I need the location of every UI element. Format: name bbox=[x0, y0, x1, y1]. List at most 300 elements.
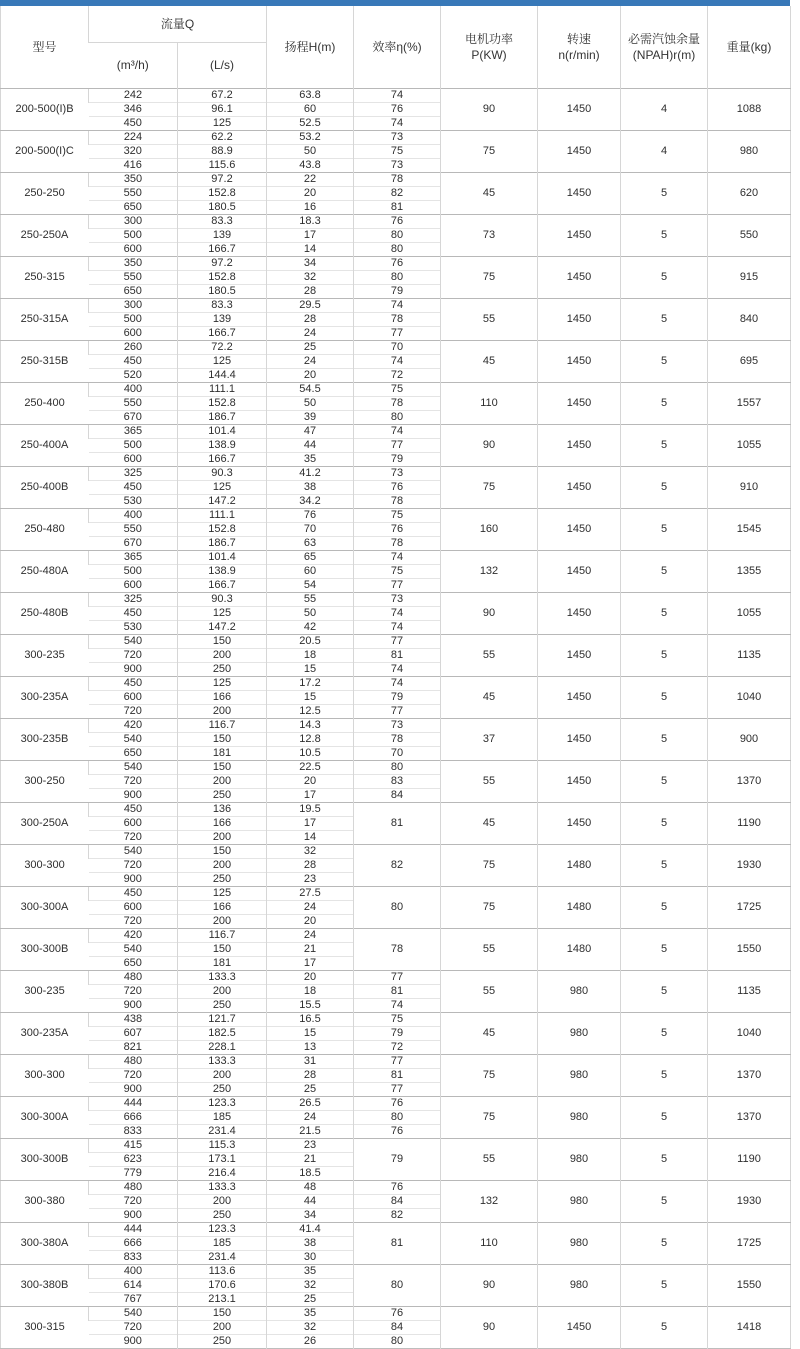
head-cell: 34 bbox=[267, 256, 354, 270]
flow-ls-cell: 123.3 bbox=[178, 1096, 267, 1110]
flow-ls-cell: 166 bbox=[178, 900, 267, 914]
speed-cell: 980 bbox=[538, 970, 621, 1012]
flow-m3h-cell: 670 bbox=[89, 410, 178, 424]
power-cell: 132 bbox=[441, 550, 538, 592]
head-cell: 32 bbox=[267, 1278, 354, 1292]
model-cell: 250-400 bbox=[1, 382, 89, 424]
flow-ls-cell: 152.8 bbox=[178, 186, 267, 200]
head-cell: 50 bbox=[267, 606, 354, 620]
flow-m3h-cell: 346 bbox=[89, 102, 178, 116]
header-flow-m3h: (m³/h) bbox=[116, 58, 149, 72]
flow-m3h-cell: 260 bbox=[89, 340, 178, 354]
efficiency-cell: 74 bbox=[354, 116, 441, 130]
head-cell: 20 bbox=[267, 774, 354, 788]
header-power-line2: P(KW) bbox=[471, 47, 507, 62]
weight-cell: 550 bbox=[708, 214, 791, 256]
model-cell: 250-400B bbox=[1, 466, 89, 508]
efficiency-cell: 80 bbox=[354, 410, 441, 424]
efficiency-cell: 74 bbox=[354, 424, 441, 438]
spec-row bbox=[1, 214, 791, 228]
efficiency-cell: 78 bbox=[354, 732, 441, 746]
efficiency-cell: 82 bbox=[354, 844, 441, 886]
flow-ls-cell: 231.4 bbox=[178, 1250, 267, 1264]
weight-cell: 1370 bbox=[708, 1096, 791, 1138]
head-cell: 15 bbox=[267, 690, 354, 704]
efficiency-cell: 70 bbox=[354, 340, 441, 354]
spec-row bbox=[1, 760, 791, 774]
power-cell: 55 bbox=[441, 634, 538, 676]
table-header bbox=[1, 6, 791, 88]
spec-row bbox=[1, 466, 791, 480]
head-cell: 60 bbox=[267, 102, 354, 116]
head-cell: 23 bbox=[267, 1138, 354, 1152]
flow-m3h-cell: 600 bbox=[89, 242, 178, 256]
flow-m3h-cell: 600 bbox=[89, 578, 178, 592]
flow-m3h-cell: 400 bbox=[89, 382, 178, 396]
flow-m3h-cell: 540 bbox=[89, 760, 178, 774]
header-flow-group: 流量Q bbox=[89, 6, 267, 42]
spec-row bbox=[1, 1012, 791, 1026]
efficiency-cell: 75 bbox=[354, 564, 441, 578]
speed-cell: 1450 bbox=[538, 802, 621, 844]
efficiency-cell: 75 bbox=[354, 1012, 441, 1026]
efficiency-cell: 77 bbox=[354, 1054, 441, 1068]
efficiency-cell: 77 bbox=[354, 704, 441, 718]
efficiency-cell: 80 bbox=[354, 270, 441, 284]
header-npsh-line2: (NPAH)r(m) bbox=[632, 47, 696, 62]
flow-m3h-cell: 779 bbox=[89, 1166, 178, 1180]
flow-ls-cell: 67.2 bbox=[178, 88, 267, 102]
power-cell: 73 bbox=[441, 214, 538, 256]
flow-ls-cell: 136 bbox=[178, 802, 267, 816]
power-cell: 45 bbox=[441, 802, 538, 844]
flow-m3h-cell: 480 bbox=[89, 1180, 178, 1194]
flow-ls-cell: 147.2 bbox=[178, 494, 267, 508]
spec-row bbox=[1, 382, 791, 396]
efficiency-cell: 73 bbox=[354, 592, 441, 606]
flow-ls-cell: 250 bbox=[178, 662, 267, 676]
power-cell: 75 bbox=[441, 256, 538, 298]
flow-m3h-cell: 400 bbox=[89, 1264, 178, 1278]
head-cell: 24 bbox=[267, 354, 354, 368]
flow-m3h-cell: 500 bbox=[89, 438, 178, 452]
efficiency-cell: 78 bbox=[354, 494, 441, 508]
flow-ls-cell: 228.1 bbox=[178, 1040, 267, 1054]
npsh-cell: 5 bbox=[621, 844, 708, 886]
npsh-cell: 5 bbox=[621, 592, 708, 634]
head-cell: 32 bbox=[267, 1320, 354, 1334]
weight-cell: 1725 bbox=[708, 1222, 791, 1264]
flow-m3h-cell: 600 bbox=[89, 690, 178, 704]
model-cell: 300-235 bbox=[1, 970, 89, 1012]
spec-row bbox=[1, 928, 791, 942]
speed-cell: 980 bbox=[538, 1096, 621, 1138]
flow-m3h-cell: 400 bbox=[89, 508, 178, 522]
head-cell: 14 bbox=[267, 830, 354, 844]
head-cell: 38 bbox=[267, 480, 354, 494]
flow-ls-cell: 182.5 bbox=[178, 1026, 267, 1040]
efficiency-cell: 84 bbox=[354, 1320, 441, 1334]
flow-m3h-cell: 540 bbox=[89, 634, 178, 648]
efficiency-cell: 80 bbox=[354, 228, 441, 242]
flow-m3h-cell: 600 bbox=[89, 816, 178, 830]
model-cell: 250-400A bbox=[1, 424, 89, 466]
efficiency-cell: 81 bbox=[354, 984, 441, 998]
efficiency-cell: 77 bbox=[354, 438, 441, 452]
head-cell: 17 bbox=[267, 816, 354, 830]
efficiency-cell: 78 bbox=[354, 172, 441, 186]
head-cell: 34 bbox=[267, 1208, 354, 1222]
head-cell: 15 bbox=[267, 1026, 354, 1040]
spec-row bbox=[1, 970, 791, 984]
power-cell: 55 bbox=[441, 760, 538, 802]
speed-cell: 1450 bbox=[538, 214, 621, 256]
spec-row bbox=[1, 88, 791, 102]
flow-m3h-cell: 540 bbox=[89, 942, 178, 956]
flow-m3h-cell: 550 bbox=[89, 186, 178, 200]
flow-ls-cell: 111.1 bbox=[178, 382, 267, 396]
weight-cell: 900 bbox=[708, 718, 791, 760]
flow-m3h-cell: 600 bbox=[89, 900, 178, 914]
flow-ls-cell: 133.3 bbox=[178, 1054, 267, 1068]
head-cell: 43.8 bbox=[267, 158, 354, 172]
speed-cell: 1450 bbox=[538, 130, 621, 172]
flow-ls-cell: 150 bbox=[178, 844, 267, 858]
head-cell: 44 bbox=[267, 438, 354, 452]
speed-cell: 1450 bbox=[538, 256, 621, 298]
power-cell: 110 bbox=[441, 1222, 538, 1264]
npsh-cell: 5 bbox=[621, 424, 708, 466]
npsh-cell: 5 bbox=[621, 1264, 708, 1306]
head-cell: 26.5 bbox=[267, 1096, 354, 1110]
flow-ls-cell: 123.3 bbox=[178, 1222, 267, 1236]
flow-ls-cell: 133.3 bbox=[178, 1180, 267, 1194]
flow-ls-cell: 200 bbox=[178, 1320, 267, 1334]
flow-m3h-cell: 650 bbox=[89, 200, 178, 214]
header-speed bbox=[538, 6, 621, 88]
flow-ls-cell: 125 bbox=[178, 480, 267, 494]
efficiency-cell: 77 bbox=[354, 326, 441, 340]
npsh-cell: 5 bbox=[621, 886, 708, 928]
header-power bbox=[441, 6, 538, 88]
efficiency-cell: 74 bbox=[354, 606, 441, 620]
weight-cell: 1550 bbox=[708, 1264, 791, 1306]
head-cell: 17 bbox=[267, 788, 354, 802]
efficiency-cell: 76 bbox=[354, 1180, 441, 1194]
speed-cell: 980 bbox=[538, 1012, 621, 1054]
efficiency-cell: 81 bbox=[354, 1068, 441, 1082]
efficiency-cell: 78 bbox=[354, 312, 441, 326]
header-head: 扬程H(m) bbox=[267, 6, 354, 88]
weight-cell: 1930 bbox=[708, 844, 791, 886]
efficiency-cell: 77 bbox=[354, 970, 441, 984]
flow-ls-cell: 125 bbox=[178, 676, 267, 690]
flow-ls-cell: 250 bbox=[178, 998, 267, 1012]
model-cell: 250-480A bbox=[1, 550, 89, 592]
flow-m3h-cell: 550 bbox=[89, 522, 178, 536]
head-cell: 42 bbox=[267, 620, 354, 634]
efficiency-cell: 79 bbox=[354, 452, 441, 466]
speed-cell: 1450 bbox=[538, 340, 621, 382]
npsh-cell: 5 bbox=[621, 634, 708, 676]
spec-row bbox=[1, 1138, 791, 1152]
flow-ls-cell: 125 bbox=[178, 886, 267, 900]
flow-ls-cell: 200 bbox=[178, 984, 267, 998]
efficiency-cell: 82 bbox=[354, 1208, 441, 1222]
flow-ls-cell: 115.6 bbox=[178, 158, 267, 172]
efficiency-cell: 73 bbox=[354, 158, 441, 172]
head-cell: 20 bbox=[267, 368, 354, 382]
head-cell: 55 bbox=[267, 592, 354, 606]
power-cell: 55 bbox=[441, 970, 538, 1012]
flow-ls-cell: 139 bbox=[178, 312, 267, 326]
speed-cell: 1450 bbox=[538, 172, 621, 214]
flow-m3h-cell: 720 bbox=[89, 984, 178, 998]
flow-m3h-cell: 550 bbox=[89, 270, 178, 284]
header-speed-line2: n(r/min) bbox=[558, 47, 600, 62]
speed-cell: 1450 bbox=[538, 760, 621, 802]
efficiency-cell: 83 bbox=[354, 774, 441, 788]
spec-row bbox=[1, 1306, 791, 1320]
power-cell: 90 bbox=[441, 592, 538, 634]
flow-m3h-cell: 650 bbox=[89, 956, 178, 970]
head-cell: 12.8 bbox=[267, 732, 354, 746]
head-cell: 41.2 bbox=[267, 466, 354, 480]
head-cell: 76 bbox=[267, 508, 354, 522]
efficiency-cell: 80 bbox=[354, 1110, 441, 1124]
flow-ls-cell: 250 bbox=[178, 788, 267, 802]
model-cell: 250-315A bbox=[1, 298, 89, 340]
spec-row bbox=[1, 1180, 791, 1194]
head-cell: 47 bbox=[267, 424, 354, 438]
model-cell: 300-250 bbox=[1, 760, 89, 802]
efficiency-cell: 74 bbox=[354, 298, 441, 312]
head-cell: 28 bbox=[267, 284, 354, 298]
flow-ls-cell: 116.7 bbox=[178, 928, 267, 942]
spec-row bbox=[1, 886, 791, 900]
flow-ls-cell: 166.7 bbox=[178, 242, 267, 256]
weight-cell: 1040 bbox=[708, 676, 791, 718]
efficiency-cell: 81 bbox=[354, 200, 441, 214]
npsh-cell: 5 bbox=[621, 466, 708, 508]
flow-ls-cell: 200 bbox=[178, 1194, 267, 1208]
head-cell: 34.2 bbox=[267, 494, 354, 508]
flow-m3h-cell: 720 bbox=[89, 1194, 178, 1208]
efficiency-cell: 79 bbox=[354, 1026, 441, 1040]
spec-row bbox=[1, 340, 791, 354]
flow-ls-cell: 152.8 bbox=[178, 396, 267, 410]
speed-cell: 980 bbox=[538, 1054, 621, 1096]
flow-ls-cell: 200 bbox=[178, 914, 267, 928]
model-cell: 300-315 bbox=[1, 1306, 89, 1348]
power-cell: 45 bbox=[441, 172, 538, 214]
flow-ls-cell: 139 bbox=[178, 228, 267, 242]
npsh-cell: 5 bbox=[621, 1222, 708, 1264]
flow-m3h-cell: 900 bbox=[89, 1082, 178, 1096]
efficiency-cell: 70 bbox=[354, 746, 441, 760]
flow-m3h-cell: 900 bbox=[89, 872, 178, 886]
head-cell: 60 bbox=[267, 564, 354, 578]
head-cell: 17.2 bbox=[267, 676, 354, 690]
spec-row bbox=[1, 676, 791, 690]
spec-row bbox=[1, 1264, 791, 1278]
flow-ls-cell: 96.1 bbox=[178, 102, 267, 116]
model-cell: 300-380 bbox=[1, 1180, 89, 1222]
flow-m3h-cell: 900 bbox=[89, 1208, 178, 1222]
flow-ls-cell: 181 bbox=[178, 746, 267, 760]
flow-ls-cell: 166.7 bbox=[178, 578, 267, 592]
flow-m3h-cell: 438 bbox=[89, 1012, 178, 1026]
flow-ls-cell: 125 bbox=[178, 606, 267, 620]
weight-cell: 1557 bbox=[708, 382, 791, 424]
flow-ls-cell: 97.2 bbox=[178, 172, 267, 186]
npsh-cell: 5 bbox=[621, 1138, 708, 1180]
flow-ls-cell: 200 bbox=[178, 1068, 267, 1082]
head-cell: 50 bbox=[267, 144, 354, 158]
head-cell: 24 bbox=[267, 928, 354, 942]
head-cell: 20 bbox=[267, 186, 354, 200]
flow-ls-cell: 150 bbox=[178, 732, 267, 746]
model-cell: 300-235B bbox=[1, 718, 89, 760]
flow-ls-cell: 200 bbox=[178, 830, 267, 844]
npsh-cell: 5 bbox=[621, 676, 708, 718]
flow-m3h-cell: 300 bbox=[89, 214, 178, 228]
flow-m3h-cell: 900 bbox=[89, 662, 178, 676]
weight-cell: 840 bbox=[708, 298, 791, 340]
flow-m3h-cell: 540 bbox=[89, 1306, 178, 1320]
efficiency-cell: 76 bbox=[354, 1124, 441, 1138]
flow-m3h-cell: 450 bbox=[89, 886, 178, 900]
spec-row bbox=[1, 172, 791, 186]
model-cell: 250-315 bbox=[1, 256, 89, 298]
efficiency-cell: 79 bbox=[354, 690, 441, 704]
flow-m3h-cell: 670 bbox=[89, 536, 178, 550]
speed-cell: 1450 bbox=[538, 508, 621, 550]
flow-m3h-cell: 666 bbox=[89, 1110, 178, 1124]
speed-cell: 1450 bbox=[538, 592, 621, 634]
npsh-cell: 4 bbox=[621, 88, 708, 130]
model-cell: 300-235 bbox=[1, 634, 89, 676]
efficiency-cell: 73 bbox=[354, 718, 441, 732]
efficiency-cell: 81 bbox=[354, 802, 441, 844]
npsh-cell: 5 bbox=[621, 802, 708, 844]
weight-cell: 1135 bbox=[708, 634, 791, 676]
efficiency-cell: 80 bbox=[354, 1334, 441, 1348]
weight-cell: 1088 bbox=[708, 88, 791, 130]
weight-cell: 1550 bbox=[708, 928, 791, 970]
npsh-cell: 5 bbox=[621, 1054, 708, 1096]
efficiency-cell: 77 bbox=[354, 634, 441, 648]
efficiency-cell: 76 bbox=[354, 1306, 441, 1320]
npsh-cell: 5 bbox=[621, 214, 708, 256]
flow-m3h-cell: 720 bbox=[89, 914, 178, 928]
flow-ls-cell: 166.7 bbox=[178, 326, 267, 340]
efficiency-cell: 81 bbox=[354, 1222, 441, 1264]
weight-cell: 1355 bbox=[708, 550, 791, 592]
speed-cell: 1450 bbox=[538, 550, 621, 592]
power-cell: 132 bbox=[441, 1180, 538, 1222]
power-cell: 75 bbox=[441, 844, 538, 886]
flow-ls-cell: 113.6 bbox=[178, 1264, 267, 1278]
flow-m3h-cell: 666 bbox=[89, 1236, 178, 1250]
flow-ls-cell: 185 bbox=[178, 1236, 267, 1250]
efficiency-cell: 75 bbox=[354, 382, 441, 396]
flow-m3h-cell: 650 bbox=[89, 746, 178, 760]
flow-ls-cell: 62.2 bbox=[178, 130, 267, 144]
header-npsh-line1: 必需汽蚀余量 bbox=[627, 31, 700, 46]
flow-ls-cell: 166.7 bbox=[178, 452, 267, 466]
model-cell: 300-300B bbox=[1, 928, 89, 970]
power-cell: 90 bbox=[441, 1306, 538, 1348]
flow-ls-cell: 125 bbox=[178, 116, 267, 130]
flow-ls-cell: 166 bbox=[178, 690, 267, 704]
flow-m3h-cell: 420 bbox=[89, 718, 178, 732]
flow-ls-cell: 138.9 bbox=[178, 438, 267, 452]
efficiency-cell: 80 bbox=[354, 886, 441, 928]
flow-ls-cell: 166 bbox=[178, 816, 267, 830]
flow-m3h-cell: 767 bbox=[89, 1292, 178, 1306]
power-cell: 55 bbox=[441, 1138, 538, 1180]
model-cell: 300-300A bbox=[1, 1096, 89, 1138]
model-cell: 250-480 bbox=[1, 508, 89, 550]
efficiency-cell: 73 bbox=[354, 130, 441, 144]
head-cell: 17 bbox=[267, 956, 354, 970]
head-cell: 26 bbox=[267, 1334, 354, 1348]
flow-ls-cell: 173.1 bbox=[178, 1152, 267, 1166]
power-cell: 45 bbox=[441, 1012, 538, 1054]
speed-cell: 1450 bbox=[538, 382, 621, 424]
head-cell: 15 bbox=[267, 662, 354, 676]
flow-ls-cell: 185 bbox=[178, 1110, 267, 1124]
flow-ls-cell: 147.2 bbox=[178, 620, 267, 634]
flow-m3h-cell: 623 bbox=[89, 1152, 178, 1166]
flow-m3h-cell: 530 bbox=[89, 620, 178, 634]
head-cell: 13 bbox=[267, 1040, 354, 1054]
efficiency-cell: 80 bbox=[354, 242, 441, 256]
power-cell: 45 bbox=[441, 676, 538, 718]
speed-cell: 1480 bbox=[538, 928, 621, 970]
flow-ls-cell: 200 bbox=[178, 858, 267, 872]
spec-row bbox=[1, 1222, 791, 1236]
head-cell: 25 bbox=[267, 1292, 354, 1306]
flow-ls-cell: 150 bbox=[178, 1306, 267, 1320]
flow-ls-cell: 88.9 bbox=[178, 144, 267, 158]
flow-ls-cell: 250 bbox=[178, 872, 267, 886]
flow-m3h-cell: 450 bbox=[89, 802, 178, 816]
npsh-cell: 4 bbox=[621, 130, 708, 172]
head-cell: 32 bbox=[267, 270, 354, 284]
flow-ls-cell: 170.6 bbox=[178, 1278, 267, 1292]
efficiency-cell: 74 bbox=[354, 88, 441, 102]
header-flow-ls: (L/s) bbox=[178, 42, 267, 88]
flow-ls-cell: 150 bbox=[178, 760, 267, 774]
npsh-cell: 5 bbox=[621, 172, 708, 214]
model-cell: 300-300 bbox=[1, 1054, 89, 1096]
efficiency-cell: 81 bbox=[354, 648, 441, 662]
head-cell: 35 bbox=[267, 452, 354, 466]
power-cell: 75 bbox=[441, 130, 538, 172]
flow-m3h-cell: 900 bbox=[89, 1334, 178, 1348]
head-cell: 15.5 bbox=[267, 998, 354, 1012]
flow-m3h-cell: 900 bbox=[89, 998, 178, 1012]
flow-m3h-cell: 365 bbox=[89, 424, 178, 438]
flow-m3h-cell: 540 bbox=[89, 844, 178, 858]
model-cell: 300-380A bbox=[1, 1222, 89, 1264]
efficiency-cell: 78 bbox=[354, 396, 441, 410]
flow-ls-cell: 121.7 bbox=[178, 1012, 267, 1026]
speed-cell: 980 bbox=[538, 1138, 621, 1180]
speed-cell: 1450 bbox=[538, 424, 621, 466]
